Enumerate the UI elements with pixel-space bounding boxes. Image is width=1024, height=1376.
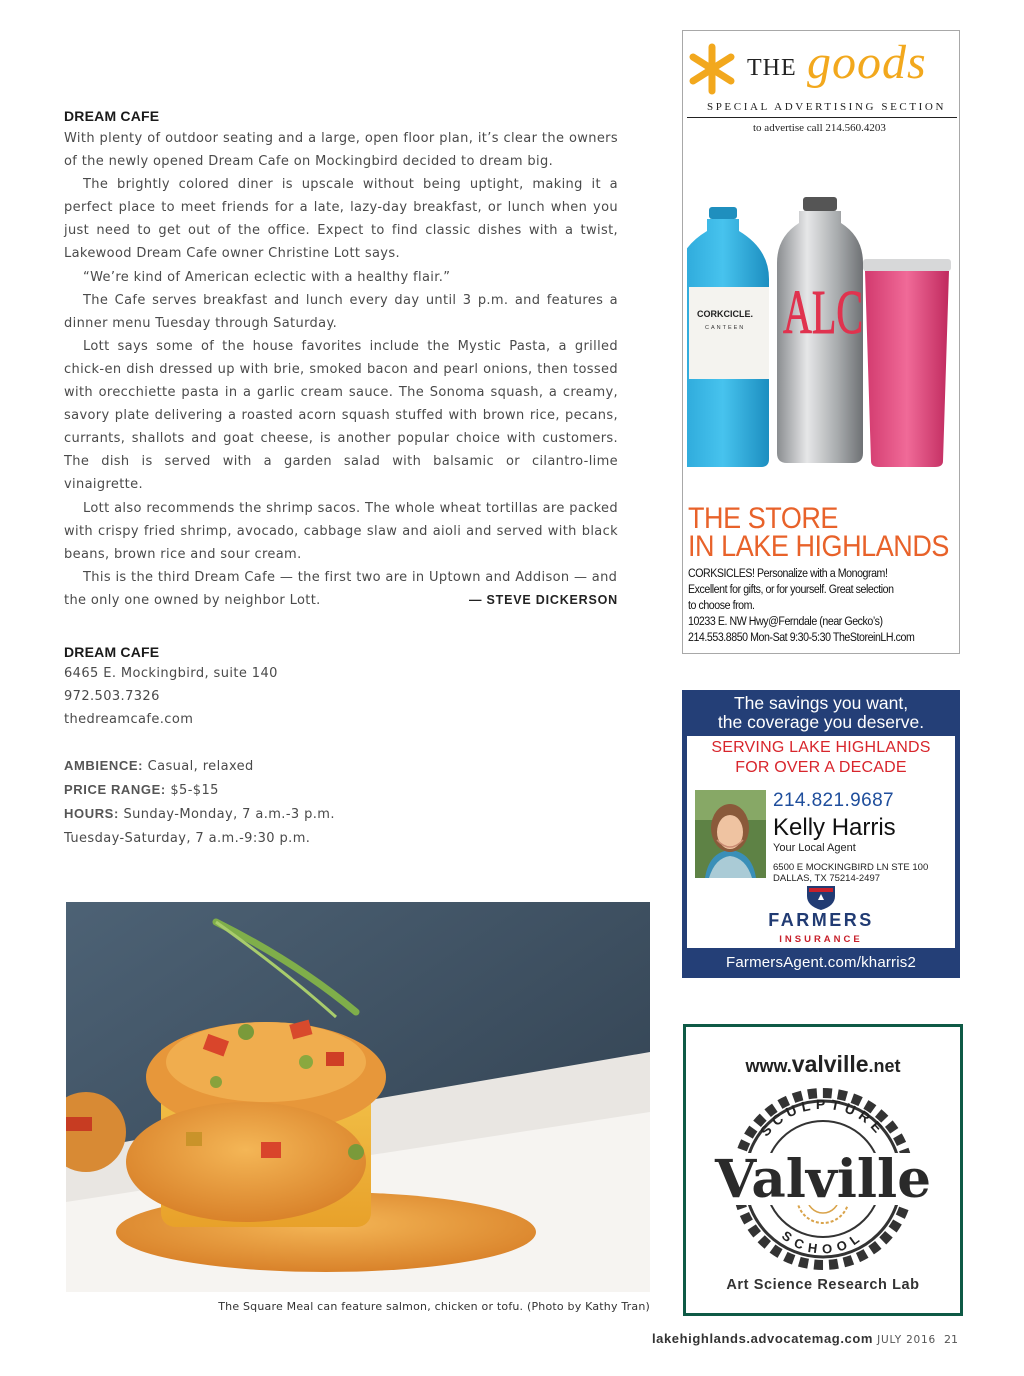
article-heading: DREAM CAFE <box>64 108 160 124</box>
agent-photo <box>695 790 766 878</box>
hours-label: HOURS: <box>64 806 119 822</box>
farmers-brand-sub: INSURANCE <box>779 934 863 945</box>
valville-wordmark: Valville <box>713 1149 931 1210</box>
farmers-brand: FARMERS <box>768 910 874 930</box>
url-prefix: www. <box>745 1056 792 1076</box>
address-line1: 6500 E MOCKINGBIRD LN STE 100 <box>773 862 929 873</box>
article-paragraph-end: the only one owned by neighbor Lott. <box>64 592 321 608</box>
address-line2: DALLAS, TX 75214-2497 <box>773 872 881 884</box>
store-name <box>688 502 949 563</box>
article-closing-line <box>64 589 618 612</box>
farmers-card <box>687 736 955 948</box>
ambience-label: AMBIENCE: <box>64 758 144 774</box>
valville-gear-logo <box>703 1087 943 1273</box>
store-description <box>688 565 949 645</box>
photo-caption: The Square Meal can feature salmon, chicken or tofu. (Photo by Kathy Tran) <box>218 1300 650 1313</box>
asterisk-logo-icon <box>687 41 737 97</box>
hours-value: Sunday-Monday, 7 a.m.-3 p.m. <box>123 807 335 823</box>
info-heading: DREAM CAFE <box>64 644 160 660</box>
restaurant-info <box>64 644 464 850</box>
info-address: 6465 E. Mockingbird, suite 140 <box>64 666 278 681</box>
food-photo <box>66 902 650 1292</box>
farmers-tagline <box>682 694 960 731</box>
footer-site[interactable]: lakehighlands.advocatemag.com <box>651 1331 874 1346</box>
divider <box>687 117 957 118</box>
agent-name: Kelly Harris <box>773 814 896 841</box>
farmers-url[interactable]: FarmersAgent.com/kharris2 <box>725 954 917 971</box>
info-website[interactable]: thedreamcafe.com <box>64 712 194 728</box>
url-suffix: .net <box>868 1056 901 1076</box>
advertise-call: to advertise call 214.560.4203 <box>753 122 886 134</box>
price-value: $5-$15 <box>170 783 219 799</box>
article-paragraph: With plenty of outdoor seating and a large, open floor plan, it’s clear the owners of the newly opened Dream Cafe on Mockingbird decided to dream big. <box>64 131 618 170</box>
article <box>64 108 618 612</box>
info-hours <box>64 802 464 826</box>
goods-logo-goods: goods <box>807 36 927 89</box>
article-paragraph: Lott also recommends the shrimp sacos. The whole wheat tortillas are packed with crispy fried shrimp, avocado, cabbage slaw and aioli and served with black beans, brown rice and sour cream. <box>64 500 618 562</box>
url-name: valville <box>791 1051 869 1077</box>
ambience-value: Casual, relaxed <box>147 759 254 775</box>
info-spacer <box>64 731 464 754</box>
price-label: PRICE RANGE: <box>64 782 166 798</box>
tagline-line2: the coverage you deserve. <box>717 711 925 732</box>
bottle-brand: CORKCICLE. <box>697 309 753 319</box>
article-paragraph: The brightly colored diner is upscale without being uptight, making it a perfect place to meet friends for a late, lazy-day breakfast, or lunch when you just need to get out of the office. Expect to find classic dishes with a twist, Lakewood Dream Cafe owner Christine Lott says. <box>64 177 618 262</box>
valville-lab: Art Science Research Lab <box>726 1277 920 1293</box>
valville-url[interactable] <box>686 1051 960 1078</box>
agent-portrait-image <box>695 790 766 878</box>
bottle-sub: CANTEEN <box>705 325 746 331</box>
farmers-shield-icon <box>805 884 837 910</box>
ring-top-text: SCULPTURE <box>756 1096 890 1140</box>
serving-line1: SERVING LAKE HIGHLANDS <box>711 739 931 756</box>
goods-logo-the: THE <box>747 55 797 81</box>
page-footer <box>652 1331 958 1346</box>
agent-title: Your Local Agent <box>773 842 856 854</box>
serving-line2: FOR OVER A DECADE <box>735 759 907 776</box>
page-number: 21 <box>944 1333 958 1346</box>
food-photo-illustration <box>66 902 650 1292</box>
store-name-line1: THE STORE <box>688 502 838 535</box>
store-desc-line: to choose from. <box>688 598 755 612</box>
info-price <box>64 778 464 802</box>
monogram: ALC <box>783 279 863 347</box>
agent-address <box>773 863 928 884</box>
info-phone: 972.503.7326 <box>64 689 160 705</box>
store-name-line2: IN LAKE HIGHLANDS <box>688 530 949 563</box>
article-paragraph: “We’re kind of American eclectic with a healthy flair.” <box>83 269 451 285</box>
store-desc-line: Excellent for gifts, or for yourself. Great selection <box>688 582 894 596</box>
footer-date: JULY 2016 <box>877 1334 936 1346</box>
info-hours-2: Tuesday-Saturday, 7 a.m.-9:30 p.m. <box>64 830 311 846</box>
tagline-line1: The savings you want, <box>733 693 909 713</box>
article-paragraph: This is the third Dream Cafe — the first two are in Uptown and Addison — and <box>83 569 618 585</box>
store-desc-line: 10233 E. NW Hwy@Ferndale (near Gecko’s) <box>688 614 883 628</box>
ad-farmers-insurance[interactable] <box>682 690 960 978</box>
article-paragraph: The Cafe serves breakfast and lunch every day until 3 p.m. and features a dinner menu Tuesday through Saturday. <box>64 292 618 331</box>
ad-valville[interactable] <box>683 1024 963 1316</box>
serving-text <box>687 738 955 778</box>
article-paragraph: Lott says some of the house favorites include the Mystic Pasta, a grilled chick-en dish dressed up with brie, smoked bacon and pearl onions, then tossed with orecchiette pasta in a garlic cream sauce. The Sonoma squash, a creamy, savory plate delivering a roasted acorn squash stuffed with brown rice, pecans, currants, shallots and goat cheese, is another popular choice with customers. The dish is served with a garden salad with balsamic or cilantro-lime vinaigrette. <box>64 338 618 493</box>
store-desc-line: CORKSICLES! Personalize with a Monogram! <box>688 566 888 580</box>
store-desc-line: 214.553.8850 Mon-Sat 9:30-5:30 TheStoreinLH.com <box>688 630 915 644</box>
special-advertising-section: SPECIAL ADVERTISING SECTION <box>707 101 947 113</box>
agent-phone[interactable]: 214.821.9687 <box>773 790 895 811</box>
ad-the-goods[interactable] <box>682 30 960 654</box>
info-ambience <box>64 754 464 778</box>
byline: — STEVE DICKERSON <box>468 592 618 607</box>
tumbler-bottles-image <box>687 193 955 473</box>
ring-bottom-text: SCHOOL <box>779 1227 867 1257</box>
